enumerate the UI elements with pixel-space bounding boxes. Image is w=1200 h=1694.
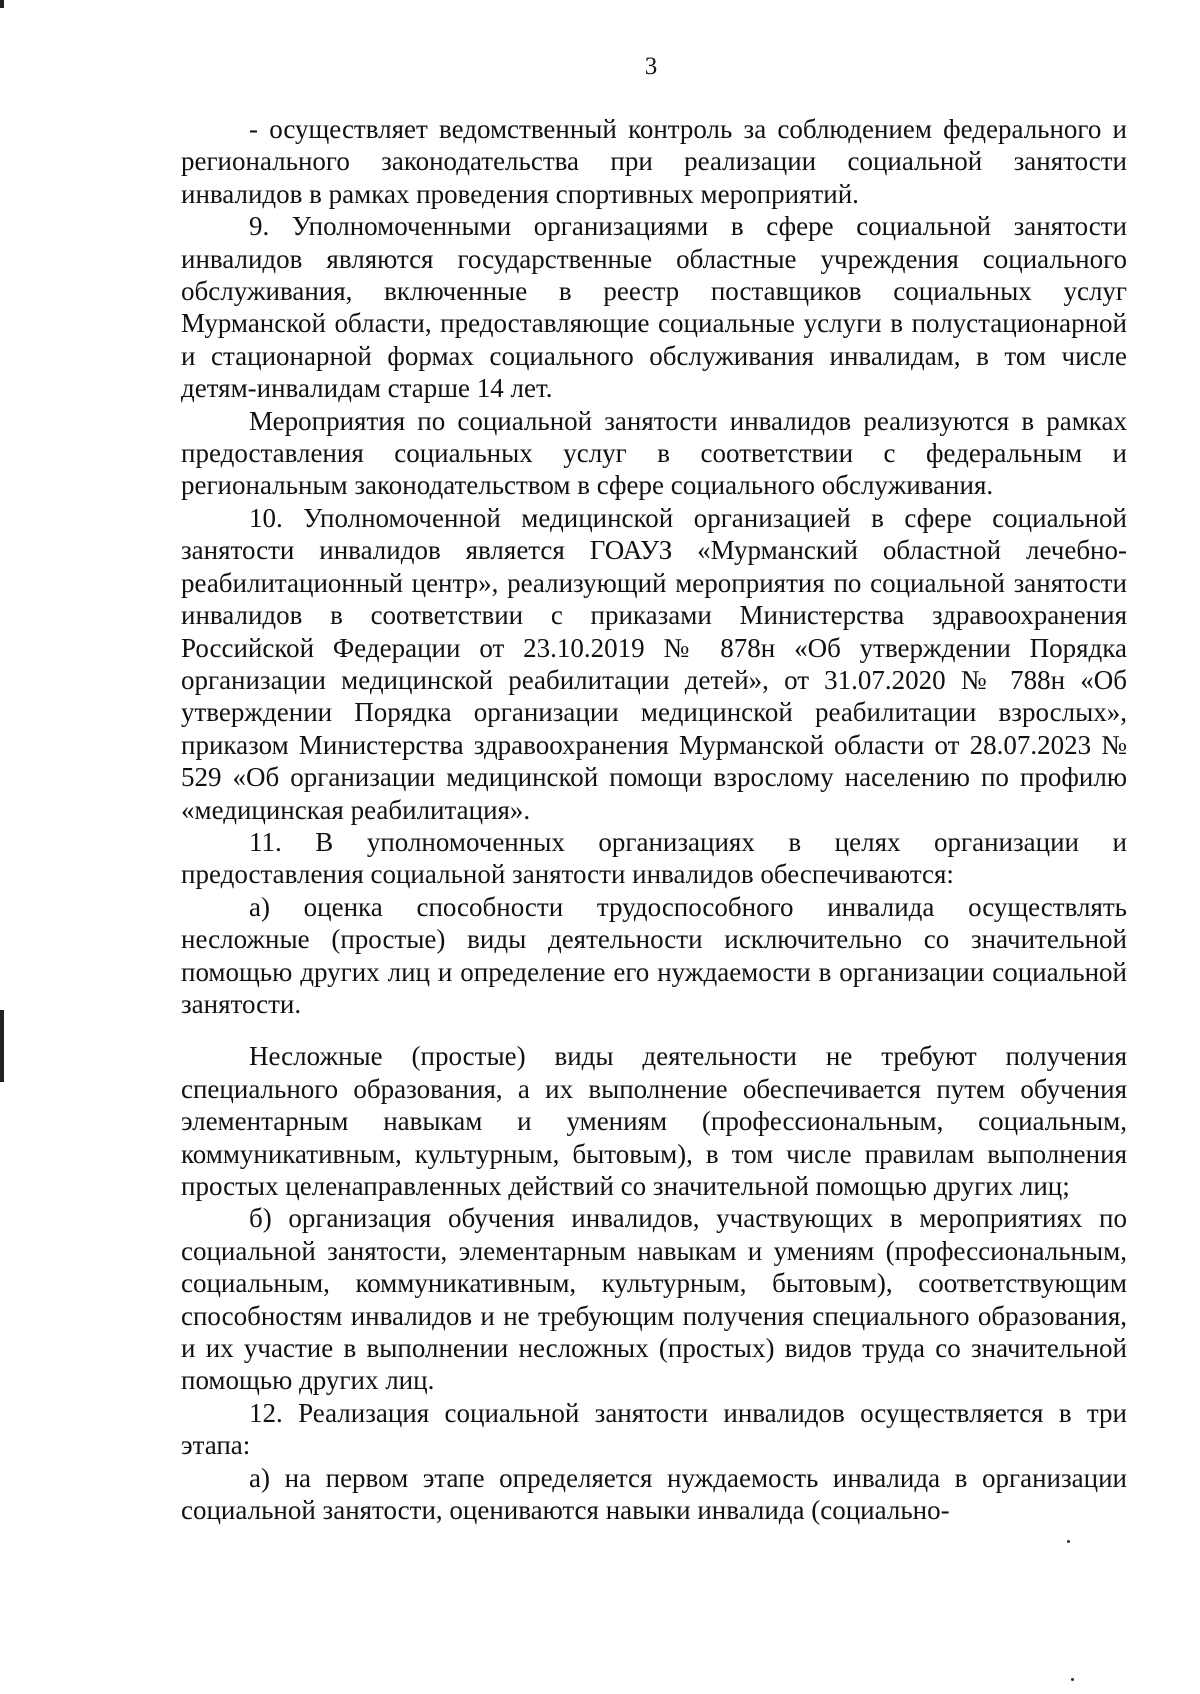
scan-edge-mark-middle [0,1010,4,1082]
paragraph-item-12: 12. Реализация социальной занятости инвалидов осуществляется в три этапа: [181,1397,1127,1461]
paragraph-simple-activities: Несложные (простые) виды деятельности не требуют получения специального образования, а их выполнение обеспечивается путем обучения элементарным навыкам и умениям (профессиональным, социальным, коммуникативным, культурным, бытовым), в том числе правилам выполнения простых целенаправленных действий со значительной помощью других лиц; [181,1041,1127,1201]
document-body [181,113,1127,1526]
paragraph-item-12-a: а) на первом этапе определяется нуждаемость инвалида в организации социальной занятости, оцениваются навыки инвалида (социально- [181,1462,1127,1526]
scan-speck [1071,1678,1074,1681]
paragraph-item-9-events: Мероприятия по социальной занятости инвалидов реализуются в рамках предоставления социальных услуг в соответствии с федеральным и региональным законодательством в сфере социального обслуживания. [181,405,1127,501]
paragraph-item-11: 11. В уполномоченных организациях в целях организации и предоставления социальной занятости инвалидов обеспечиваются: [181,826,1127,890]
paragraph-item-9: 9. Уполномоченными организациями в сфере социальной занятости инвалидов являются государственные областные учреждения социального обслуживания, включенные в реестр поставщиков социальных услуг Мурманской области, предоставляющие социальные услуги в полустационарной и стационарной формах социального обслуживания инвалидам, в том числе детям-инвалидам старше 14 лет. [181,211,1127,404]
paragraph-item-11-a: а) оценка способности трудоспособного инвалида осуществлять несложные (простые) виды деятельности исключительно со значительной помощью других лиц и определение его нуждаемости в организации социальной занятости. [181,891,1127,1019]
paragraph-departmental-control: - осуществляет ведомственный контроль за соблюдением федерального и регионального законодательства при реализации социальной занятости инвалидов в рамках проведения спортивных мероприятий. [181,114,1127,209]
paragraph-item-10: 10. Уполномоченной медицинской организацией в сфере социальной занятости инвалидов является ГОАУЗ «Мурманский областной лечебно-реабилитационный центр», реализующий мероприятия по социальной занятости инвалидов в соответствии с приказами Министерства здравоохранения Российской Федерации от 23.10.2019 № 878н «Об утверждении Порядка организации медицинской реабилитации детей», от 31.07.2020 № 788н «Об утверждении Порядка организации медицинской реабилитации взрослых», приказом Министерства здравоохранения Мурманской области от 28.07.2023 № 529 «Об организации медицинской помощи взрослому населению по профилю «медицинская реабилитация». [181,502,1127,825]
page-number: 3 [644,53,658,80]
scan-speck [1067,1540,1070,1543]
scan-edge-mark-top [0,0,4,8]
paragraph-item-11-b: б) организация обучения инвалидов, участвующих в мероприятиях по социальной занятости, элементарным навыкам и умениям (профессиональным, социальным, коммуникативным, культурным, бытовым), соответствующим способностям инвалидов и не требующим получения специального образования, и их участие в выполнении несложных (простых) видов труда со значительной помощью других лиц. [181,1203,1127,1396]
